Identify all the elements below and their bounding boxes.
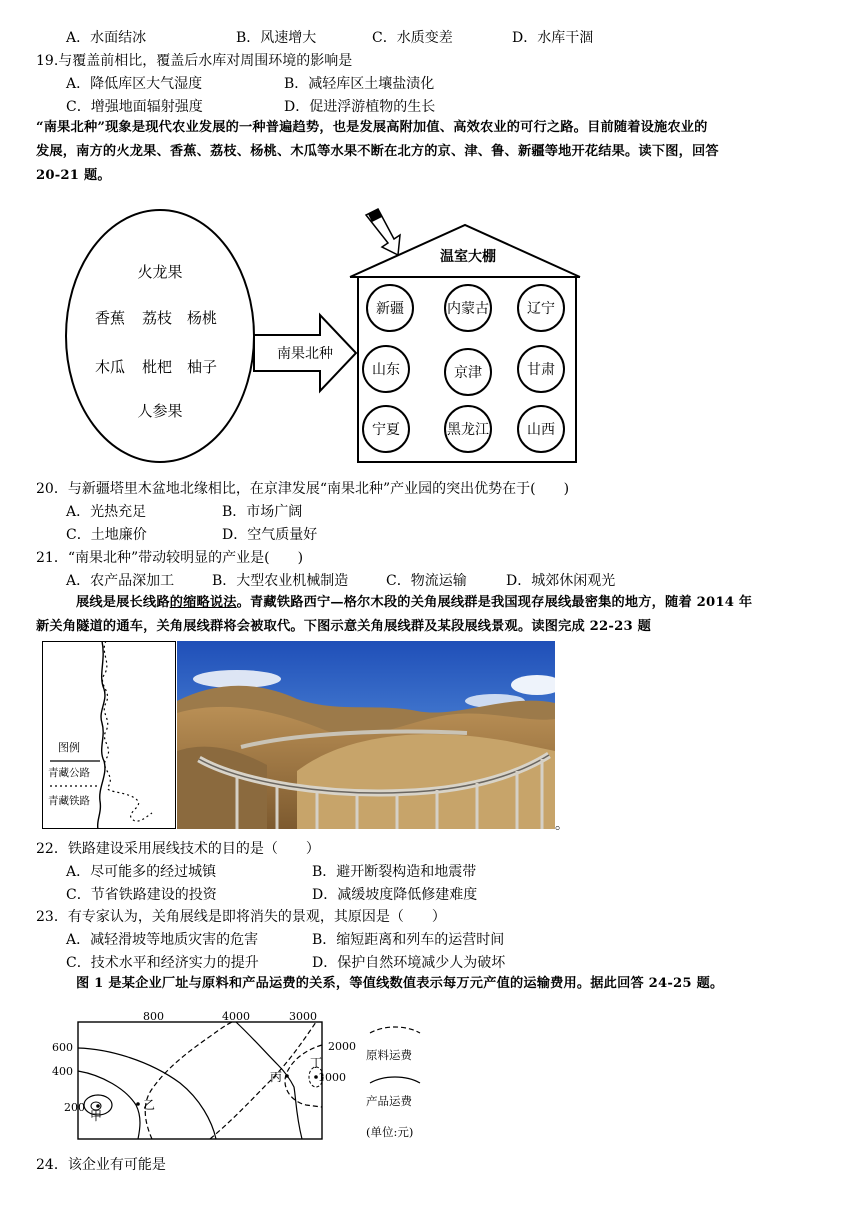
q20-option-b: B．市场广阔: [222, 504, 303, 520]
legend-title: 图例: [58, 741, 80, 754]
legend-road: 青藏公路: [48, 767, 90, 779]
top-label: 4000: [222, 1010, 250, 1023]
q19-option-d: D．促进浮游植物的生长: [284, 99, 436, 115]
zhanxian-landscape-photo: [177, 641, 555, 829]
q21-option-b: B．大型农业机械制造: [212, 573, 349, 589]
q21-stem: 21．“南果北种”带动较明显的产业是( ): [36, 550, 304, 566]
fruit-label: 杨桃: [186, 309, 218, 327]
top-label: 800: [143, 1010, 164, 1023]
top-label: 3000: [289, 1010, 317, 1023]
passage-south-fruit: [36, 116, 826, 188]
sunlight-arrow-icon: [366, 209, 400, 255]
right-label: 2000: [328, 1040, 356, 1053]
fruit-label: 人参果: [137, 402, 183, 420]
legend-product: 产品运费: [366, 1094, 412, 1108]
q23-option-b: B．缩短距离和列车的运营时间: [312, 932, 505, 948]
q23-option-a: A．减轻滑坡等地质灾害的危害: [66, 932, 259, 948]
q20-stem: 20．与新疆塔里木盆地北缘相比，在京津发展“南果北种”产业园的突出优势在于( ): [36, 481, 570, 497]
fruit-label: 火龙果: [137, 263, 183, 281]
region-label: 宁夏: [372, 422, 400, 438]
passage3-line1: 图 1 是某企业厂址与原料和产品运费的关系，等值线数值表示每万元产值的运输费用。据此回答 24-25 题。: [76, 976, 724, 991]
legend-unit: (单位:元): [366, 1125, 414, 1139]
fruit-label: 香蕉: [94, 309, 126, 327]
q21-option-a: A．农产品深加工: [66, 573, 175, 589]
passage1-line1: “南果北种”现象是现代农业发展的一种普遍趋势，也是发展高附加值、高效农业的可行之路。目前随着设施农业的: [36, 120, 708, 135]
greenhouse-label: 温室大棚: [440, 249, 496, 265]
product-isoline: [236, 1022, 302, 1139]
passage2-line2: 新关角隧道的通车，关角展线群将会被取代。下图示意关角展线群及某段展线景观。读图完成 22-23 题: [36, 619, 652, 634]
left-label: 400: [52, 1065, 73, 1078]
plot-frame: [78, 1022, 322, 1139]
q22-option-d: D．减缓坡度降低修建难度: [312, 887, 478, 903]
q18-option-b: B．风速增大: [236, 30, 317, 46]
passage2-line1: 展线是展长线路的缩略说法。青藏铁路西宁—格尔木段的关角展线群是我国现存展线最密集的地方，随着 2014 年: [76, 595, 753, 610]
q23-option-d: D．保护自然环境减少人为破坏: [312, 955, 506, 971]
fruit-circle: [66, 210, 254, 462]
point-jia: 甲: [90, 1109, 103, 1123]
material-isoline: [145, 1022, 232, 1139]
q22-stem: 22．铁路建设采用展线技术的目的是（ ）: [36, 841, 320, 857]
south-fruit-north-planting-diagram: [60, 205, 590, 467]
region-label: 辽宁: [527, 301, 555, 317]
q21-option-d: D．城郊休闲观光: [506, 573, 616, 589]
passage1-line2: 发展，南方的火龙果、香蕉、荔枝、杨桃、木瓜等水果不断在北方的京、津、鲁、新疆等地开花结果。读下图，回答: [36, 144, 719, 159]
fruit-label: 荔枝: [141, 309, 173, 327]
fruit-label: 木瓜: [94, 358, 126, 376]
region-label: 内蒙古: [447, 301, 489, 317]
q18-option-a: A．水面结冰: [66, 30, 147, 46]
q24-stem: 24．该企业有可能是: [36, 1157, 166, 1173]
material-isoline: [210, 1022, 316, 1139]
q19-option-a: A．降低库区大气湿度: [66, 76, 203, 92]
region-label: 甘肃: [527, 362, 555, 378]
region-label: 山东: [372, 362, 400, 378]
q20-option-d: D．空气质量好: [222, 527, 318, 543]
product-isoline: [78, 1048, 216, 1139]
photo-trailing-period: 。: [555, 817, 569, 833]
q22-option-a: A．尽可能多的经过城镇: [66, 864, 217, 880]
left-label: 200: [64, 1101, 85, 1114]
q20-option-c: C．土地廉价: [66, 527, 147, 543]
passage-isoline: [36, 972, 826, 996]
legend-rail: 青藏铁路: [48, 795, 90, 807]
product-isoline: [78, 1071, 140, 1139]
region-label: 新疆: [376, 301, 404, 317]
q21-option-c: C．物流运输: [386, 573, 467, 589]
fruit-label: 枇杷: [141, 358, 173, 376]
region-label: 京津: [454, 365, 482, 381]
isoline-transport-cost-figure: [40, 1005, 440, 1145]
q23-option-c: C．技术水平和经济实力的提升: [66, 955, 259, 971]
legend-material: 原料运费: [366, 1048, 412, 1062]
fruit-label: 柚子: [186, 358, 218, 376]
q18-option-d: D．水库干涸: [512, 30, 594, 46]
q22-option-b: B．避开断裂构造和地震带: [312, 864, 477, 880]
q23-stem: 23．有专家认为，关角展线是即将消失的景观，其原因是（ ）: [36, 909, 446, 925]
passage1-line3: 20-21 题。: [36, 168, 111, 183]
q18-option-c: C．水质变差: [372, 30, 453, 46]
left-label: 600: [52, 1041, 73, 1054]
q19-stem: 19.与覆盖前相比，覆盖后水库对周围环境的影响是: [36, 53, 353, 69]
passage-zhanxian: [36, 591, 826, 639]
point-ding: 丁: [310, 1056, 323, 1070]
q22-option-c: C．节省铁路建设的投资: [66, 887, 217, 903]
arrow-label: 南果北种: [277, 346, 333, 362]
q19-option-c: C．增强地面辐射强度: [66, 99, 203, 115]
region-label: 山西: [527, 422, 555, 438]
q20-option-a: A．光热充足: [66, 504, 147, 520]
q19-option-b: B．减轻库区土壤盐渍化: [284, 76, 435, 92]
region-label: 黑龙江: [447, 422, 489, 438]
point-yi: 乙: [143, 1098, 156, 1112]
right-label: 1000: [318, 1071, 346, 1084]
point-bing: 丙: [270, 1070, 283, 1084]
guanjiao-line-map: [42, 641, 176, 829]
